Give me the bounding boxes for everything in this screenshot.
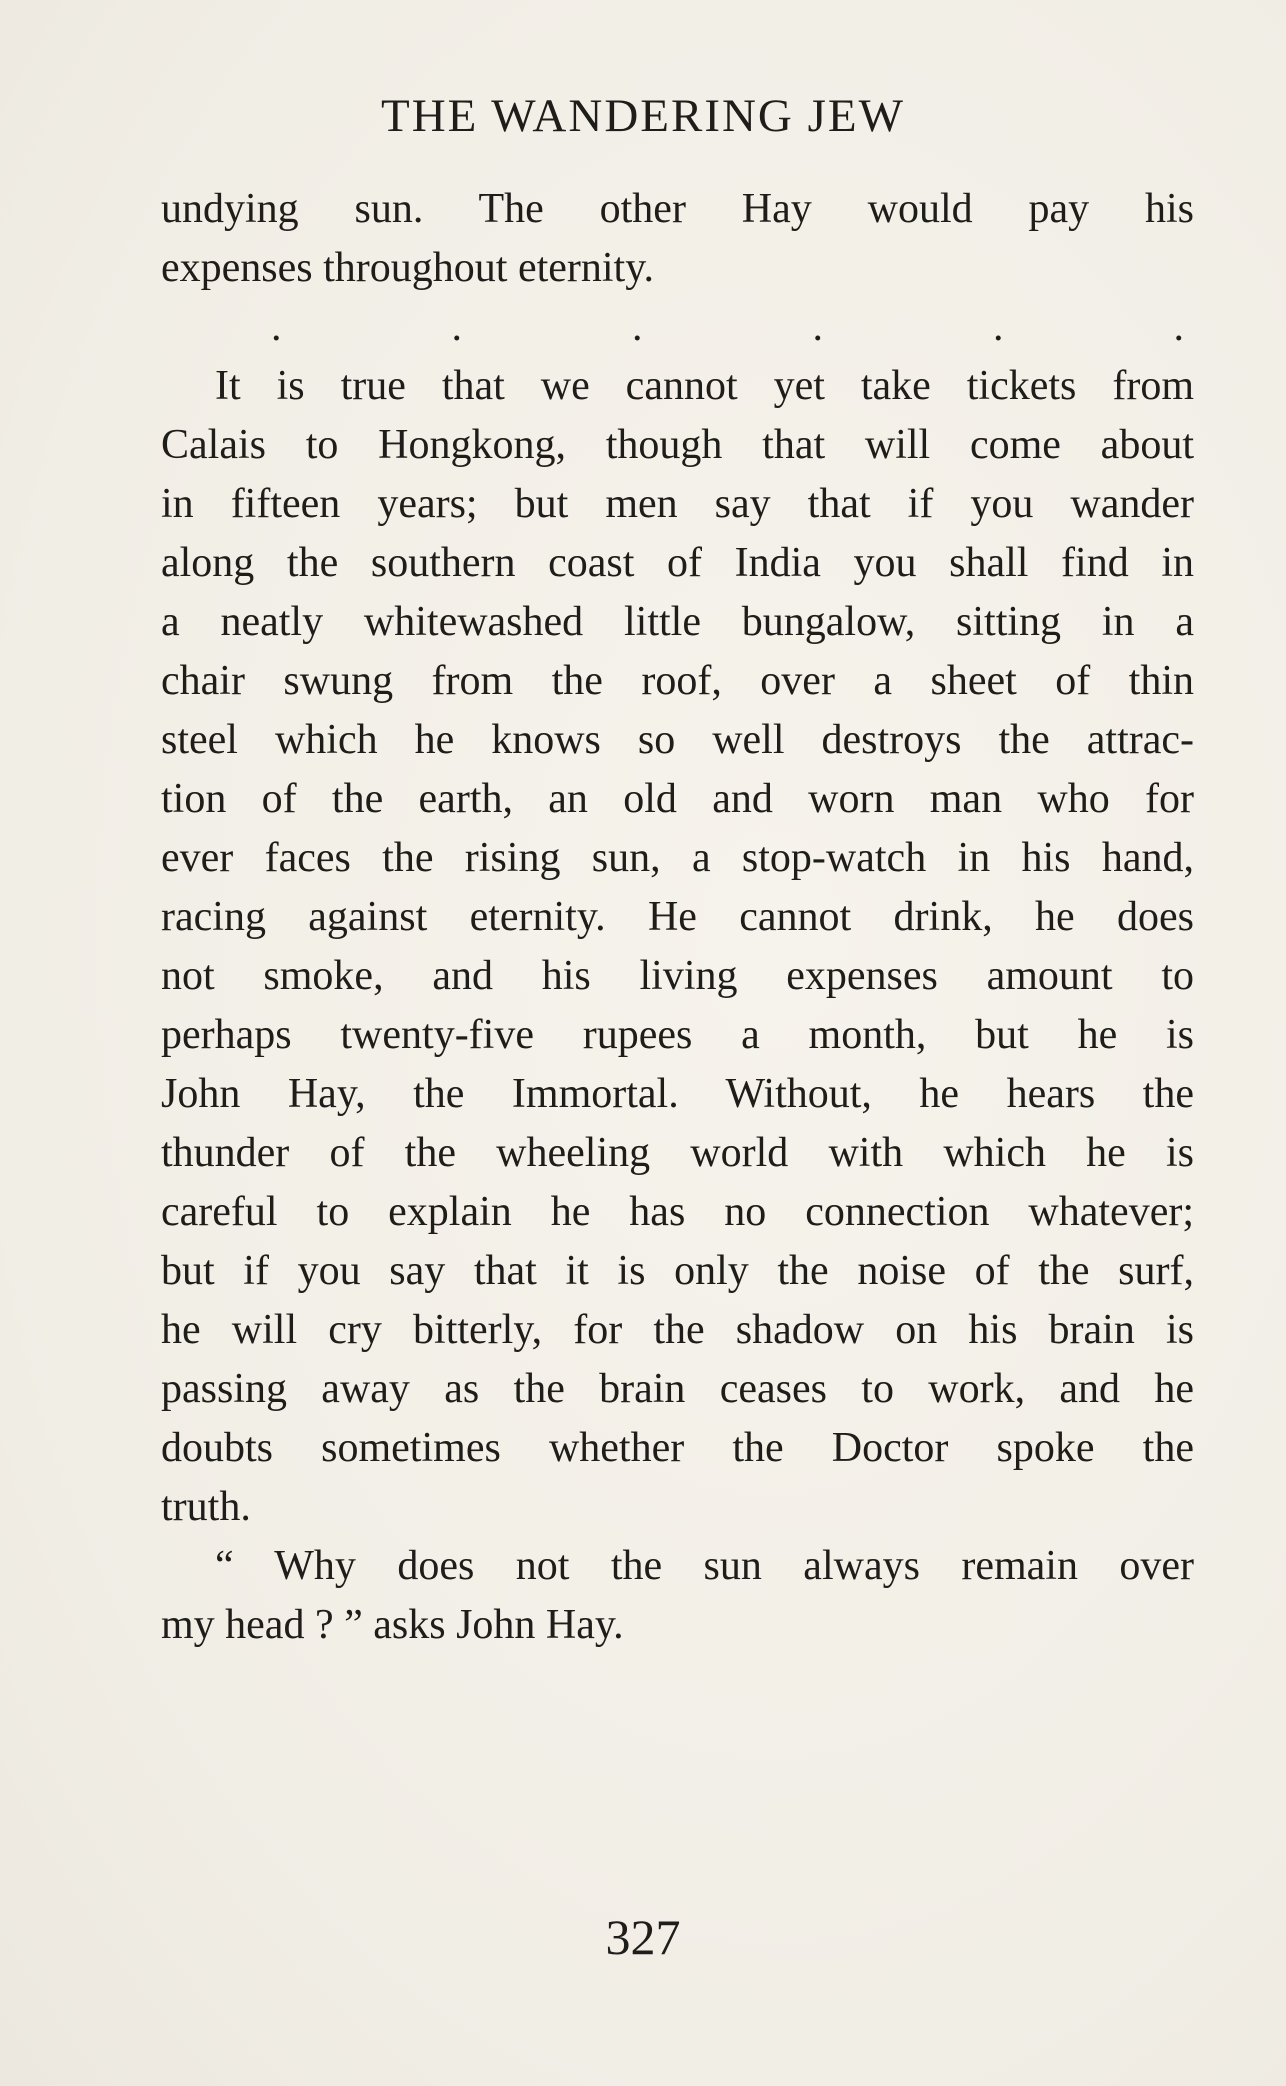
section-break-dot: . [1173,304,1184,350]
running-head: THE WANDERING JEW [381,90,905,142]
text-line: chair swung from the roof, over a sheet of thin [161,658,1194,704]
text-line: doubts sometimes whether the Doctor spoke the [161,1425,1194,1471]
text-line: racing against eternity. He cannot drink, he does [161,894,1194,940]
text-line: along the southern coast of India you shall find in [161,540,1194,586]
section-break-dot: . [451,304,462,350]
text-line: a neatly whitewashed little bungalow, sitting in a [161,599,1194,645]
section-break-dot: . [632,304,643,350]
text-line: thunder of the wheeling world with which he is [161,1130,1194,1176]
text-line: tion of the earth, an old and worn man who for [161,776,1194,822]
text-line: “ Why does not the sun always remain over [215,1543,1194,1589]
section-break-dot: . [812,304,823,350]
page-number: 327 [605,1909,681,1965]
main-paragraph [161,357,1194,1537]
text-line: ever faces the rising sun, a stop-watch in his hand, [161,835,1194,881]
text-line: passing away as the brain ceases to work, and he [161,1366,1194,1412]
text-line: truth. [161,1484,251,1530]
text-line: steel which he knows so well destroys the attrac- [161,717,1194,763]
closing-paragraph [161,1537,1194,1655]
body-text [161,180,1194,1655]
text-line: not smoke, and his living expenses amount to [161,953,1194,999]
text-line: he will cry bitterly, for the shadow on his brain is [161,1307,1194,1353]
text-line: Calais to Hongkong, though that will come about [161,422,1194,468]
section-break-dot: . [271,304,282,350]
text-line: John Hay, the Immortal. Without, he hears the [161,1071,1194,1117]
text-line: in fifteen years; but men say that if you wander [161,481,1194,527]
text-line: but if you say that it is only the noise of the surf, [161,1248,1194,1294]
text-line: expenses throughout eternity. [161,245,654,291]
text-line: careful to explain he has no connection whatever; [161,1189,1194,1235]
text-line: It is true that we cannot yet take tickets from [215,363,1194,409]
section-break-dot: . [993,304,1004,350]
text-line: undying sun. The other Hay would pay his [161,186,1194,232]
text-line: my head ? ” asks John Hay. [161,1602,624,1648]
text-line: perhaps twenty-five rupees a month, but he is [161,1012,1194,1058]
section-break [161,298,1194,357]
